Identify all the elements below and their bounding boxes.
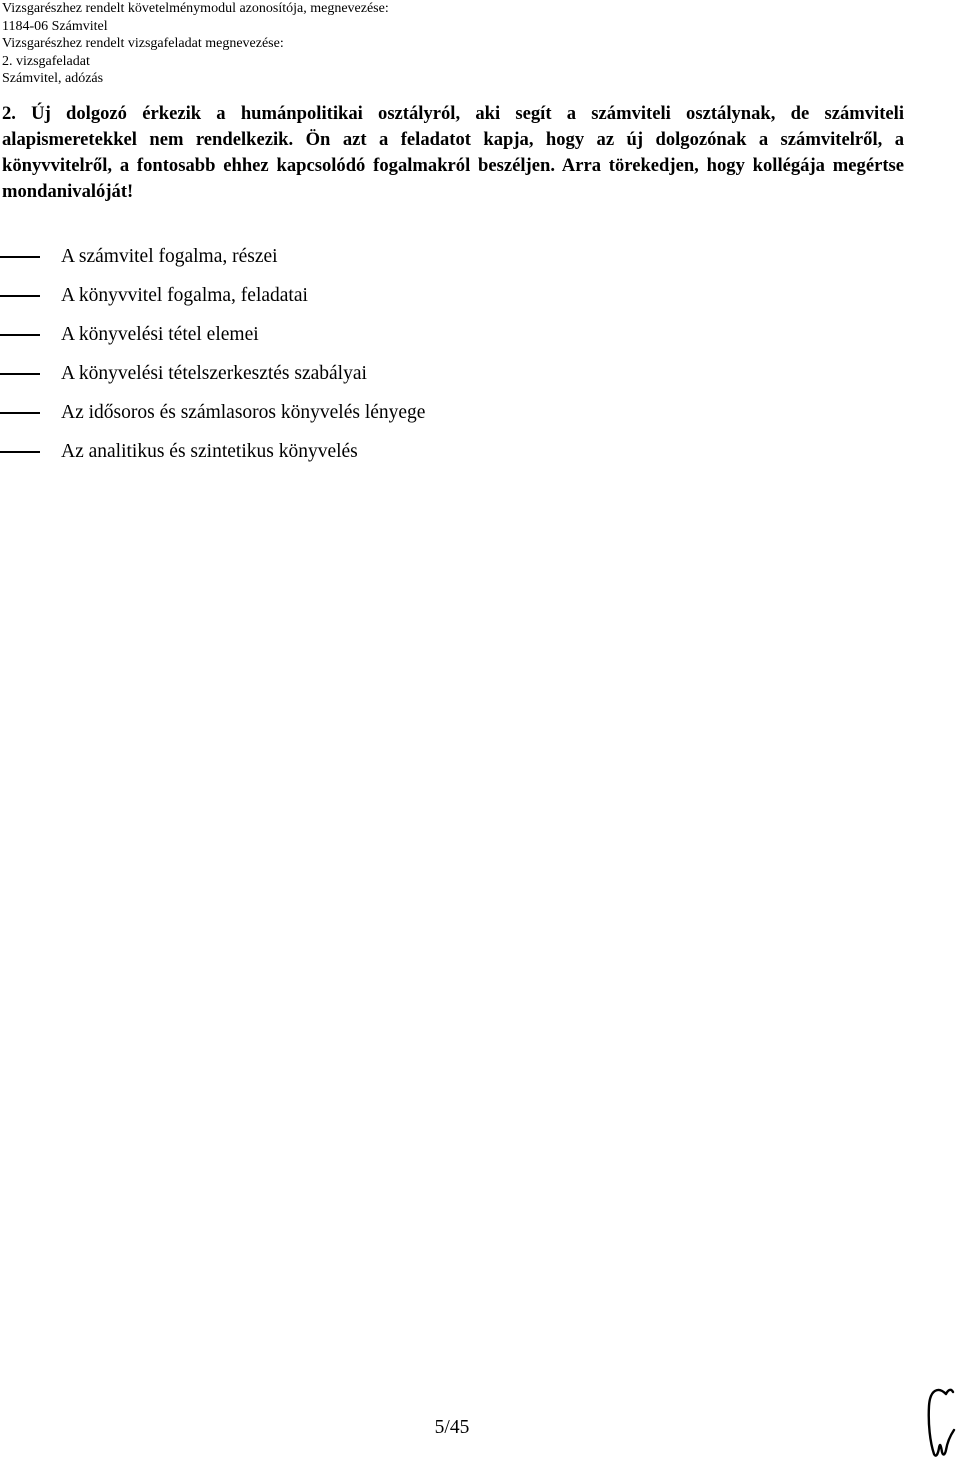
header-module-value: 1184-06 Számvitel bbox=[2, 18, 108, 34]
header-task-value: 2. vizsgafeladat bbox=[2, 53, 90, 69]
list-item-text: A könyvelési tétel elemei bbox=[61, 324, 259, 345]
list-item bbox=[0, 321, 800, 360]
list-item bbox=[0, 243, 800, 282]
list-item-text: A könyvelési tételszerkesztés szabályai bbox=[61, 363, 367, 384]
dash-bullet-icon bbox=[0, 256, 40, 258]
dash-bullet-icon bbox=[0, 295, 40, 297]
topic-list bbox=[0, 243, 800, 477]
list-item-text: A könyvvitel fogalma, feladatai bbox=[61, 285, 308, 306]
page-number: 5/45 bbox=[434, 1417, 470, 1438]
list-item bbox=[0, 282, 800, 321]
task-description: 2. Új dolgozó érkezik a humánpolitikai osztályról, aki segít a számviteli osztálynak, de számviteli alapismeretekkel nem rendelkezik. Ön azt a feladatot kapja, hogy az új dolgozónak a számvitelről, a könyvvitelről, a fontosabb ehhez kapcsolódó fogalmakról beszéljen. Arra törekedjen, hogy kollégája megértse mondanivalóját! bbox=[2, 103, 904, 202]
list-item-text: Az idősoros és számlasoros könyvelés lényege bbox=[61, 402, 426, 423]
document-header bbox=[2, 0, 902, 88]
dash-bullet-icon bbox=[0, 373, 40, 375]
header-subject: Számvitel, adózás bbox=[2, 71, 104, 86]
dash-bullet-icon bbox=[0, 412, 40, 414]
list-item-text: Az analitikus és szintetikus könyvelés bbox=[61, 441, 358, 462]
header-task-label: Vizsgarészhez rendelt vizsgafeladat megnevezése: bbox=[2, 36, 284, 51]
dash-bullet-icon bbox=[0, 334, 40, 336]
header-module-label: Vizsgarészhez rendelt követelménymodul azonosítója, megnevezése: bbox=[2, 1, 389, 16]
list-item bbox=[0, 360, 800, 399]
list-item bbox=[0, 399, 800, 438]
handwritten-signature-icon bbox=[918, 1384, 958, 1460]
list-item bbox=[0, 438, 800, 477]
dash-bullet-icon bbox=[0, 451, 40, 453]
list-item-text: A számvitel fogalma, részei bbox=[61, 246, 278, 267]
